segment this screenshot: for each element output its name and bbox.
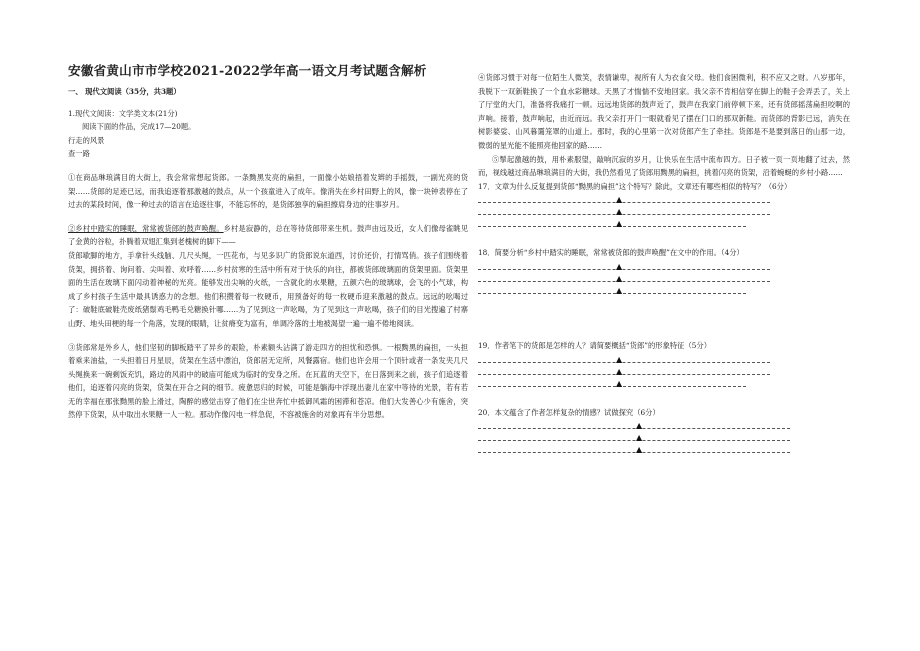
passage-paragraph-1: ①在商品琳琅满目的大街上，我会常常想起货郎。一条黝黑发亮的扁担，一面像小姑娘捂着发辫的手摇鼓，一副光亮的货架……货郎的足迹已远，而我追逐着那激越的鼓点，从一个孩童进入了成年。像消失在乡村田野上的风，像一块钟表停在了过去的某段时间，像一种过去的语言在追逐往事，不能忘怀的，是货郎独享的扁担擦肩身边的往事岁月。 — [68, 172, 468, 210]
underlined-sentence: ②乡村中踏实的睡眠，常常被货郎的鼓声唤醒。 — [68, 223, 224, 233]
question-18: 18．简要分析“乡村中踏实的睡眠，常常被货郎的鼓声唤醒”在文中的作用。（4分） — [478, 248, 744, 258]
passage-paragraph-3: ③货郎常是外乡人，他们坚韧的脚板踏平了异乡的艰险，朴素额头沾满了游走四方的担忧和恐惧。一根黝黑的扁担，一头担着乘来油盐，一头担着日月星辰，货架在生活中漂泊，货郎居无定所，风餐露宿。他们也许会用一个顶针或者一条发夹几尺头绳换来一碗剩饭充饥，路边的风雨中的破庙可能成为临时的安身之所。在瓦蓝的天空下，在日落到来之前，孩子们追逐着他们，追逐着闪亮的货架，货架在开合之间的细节。疲惫思归的时候，可能是躺海中浮现出妻儿在家中等待的光景，若有若无的幸福在那张黝黑的脸上滑过，陶醉的感觉击穿了他们在尘世奔忙中抵御风霜的困滞和苍凉。他们大发善心少有施舍，突然停下货架，从中取出水果糖一人一粒。那动作像闪电一样急促，不容被施舍的对象再有半分思想。 — [68, 342, 468, 420]
answer-lines-20[interactable] — [478, 422, 850, 458]
answer-lines-17[interactable] — [478, 196, 850, 232]
passage-paragraph-2 — [68, 222, 468, 249]
passage-paragraph-4: ④货郎习惯于对每一位陌生人微笑，表情谦卑，视所有人为衣食父母。他们食困微利，积不应又之财。八岁那年，我脱下一双新鞋换了一个血水彩糖球。天黑了才惴惴不安地回家。我父亲不肯相信穿在脚上的鞋子会弄丢了，关上了厅堂的大门，准备将我痛打一顿。远远地货郎的鼓声近了，鼓声在我家门前停顿下来，还有货郎摇荡扁担咬啊的声响。接着，鼓声响起，由近而远。我父亲打开门一眼就看见了摆在门口的那双新鞋。而货郎的背影已远，消失在树影婆娑、山风暮霭笼罩的山道上。那时，我的心里第一次对货郎产生了牵挂。货郎是不是要到落日的山那一边，微弱的星光能不能照亮他回家的路…… — [478, 73, 850, 150]
right-column — [478, 71, 850, 472]
section-heading: 一、 现代文阅读（35分，共3题） — [68, 87, 181, 96]
answer-mark: ▲ — [636, 433, 643, 443]
answer-lines-19[interactable] — [478, 356, 850, 392]
question-17: 17．文章为什么反复提到货郎“黝黑的扁担”这个特写？除此，文章还有哪些相似的特写？（6分） — [478, 181, 792, 191]
question-19: 19．作者笔下的货郎是怎样的人？请简要概括“货郎”的形象特征（5分） — [478, 340, 711, 350]
answer-mark: ▲ — [616, 366, 623, 376]
work-author: 查一路 — [68, 149, 90, 159]
answer-mark: ▲ — [616, 273, 623, 283]
answer-mark: ▲ — [616, 354, 623, 364]
answer-mark: ▲ — [616, 207, 623, 217]
answer-mark: ▲ — [616, 195, 623, 205]
question-1-label: 1.现代文阅读：文学类文本(21分) — [68, 108, 178, 118]
passage-paragraph-5: ⑤掣起激越的鼓，用朴素服望，敲响沉寂的岁月，让快乐在生活中流布四方。日子被一页一页地翻了过去，然而，视线越过商品琳琅满目的大街，我仍然看见了货郎用黝黑的扁担，挑着闪亮的货架，沿着蜿蜒的乡村小路…… — [478, 154, 850, 178]
reading-instruction: 阅读下面的作品，完成17—20题。 — [82, 122, 196, 132]
question-20: 20．本文蕴含了作者怎样复杂的情感？试做探究（6分） — [478, 407, 660, 417]
answer-mark: ▲ — [616, 378, 623, 388]
answer-mark: ▲ — [616, 285, 623, 295]
question-block — [478, 180, 850, 458]
work-title: 行走的风景 — [68, 135, 105, 145]
answer-mark: ▲ — [636, 421, 643, 431]
passage-paragraph-2b: 货郎歇脚的地方，手拿针头线脑、几尺头绳，一匹花布，与见多识广的货郎说东道西，讨价还价，打情骂俏。孩子们围绕着货架，拥挤着、询问着、尖叫着、欢呼着……乡村贫寒的生活中所有对于快乐的向往，都被货郎玻璃面的货架里面。货架里面的生活在玻璃下面闪动着神秘的光亮。能够发出尖响的火纸，一含就化的水果糖，五颜六色的玻璃球，会飞的小气球，构成了乡村孩子生活中最具诱惑力的念想。他们积攒着每一枚硬币，用预备好的每一枚硬币迎来激越的鼓点。远远的吆喝过了：破鞋底破鞋壳废纸猪鬃鸡毛鸭毛兑糖换针哪……为了见到这一声吆喝，为了见到这一声吆喝，孩子们的目光搜遍了村寨山野、地头田梗的每一个角落，发现的眼睛，让贫瘠变为富有，单调冷落的土地被渴望一遍一遍不倦地阅读。 — [68, 250, 468, 328]
answer-mark: ▲ — [616, 261, 623, 271]
left-column — [68, 82, 468, 422]
answer-mark: ▲ — [616, 219, 623, 229]
answer-lines-18[interactable] — [478, 263, 850, 299]
exam-title: 安徽省黄山市市学校2021-2022学年高一语文月考试题含解析 — [68, 63, 427, 78]
passage-paragraph-2-rest: 乡村是寂静的，总在等待货郎带来生机。鼓声由远及近，女人们像母雀眺见了金黄的谷粒，扑腾着双翅汇集到老槐树的脚下—— — [68, 223, 469, 247]
answer-mark: ▲ — [636, 445, 643, 455]
